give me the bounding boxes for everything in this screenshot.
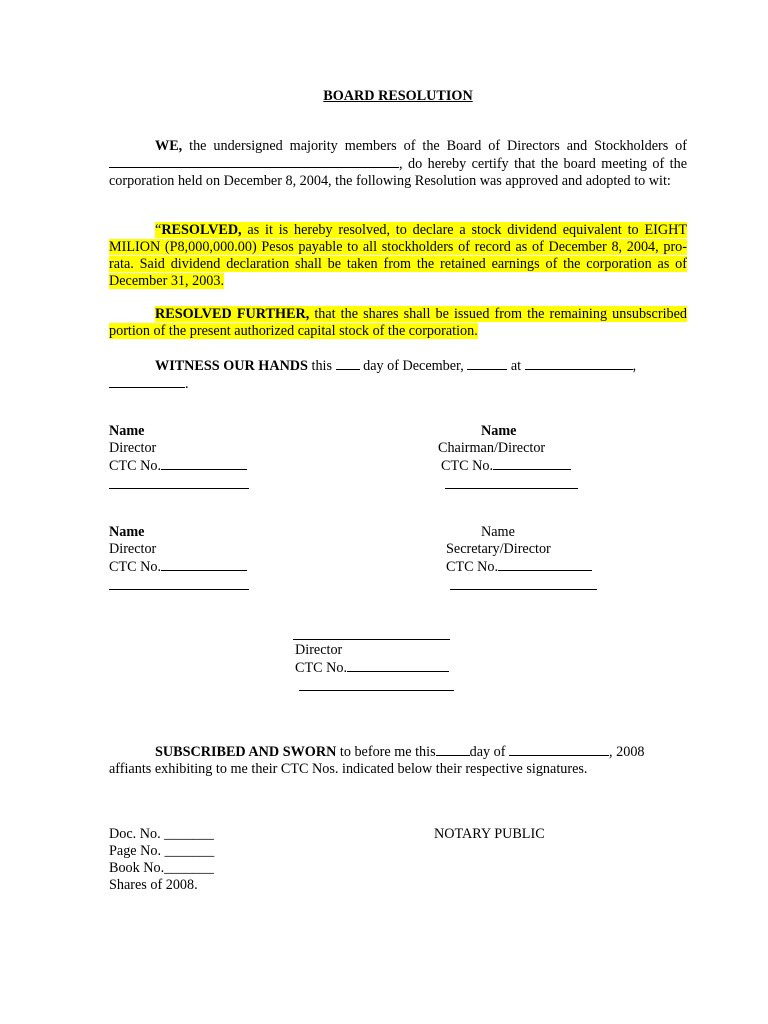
signatory-5-ctc (295, 659, 449, 677)
signatory-4-role: Secretary/Director (446, 541, 551, 557)
signatory-2-role: Chairman/Director (438, 440, 546, 456)
witness-text-1: this (307, 358, 336, 374)
witness-text-4: , (632, 358, 637, 374)
resolved-text: as it is hereby resolved, to declare a stock dividend equivalent to EIGHT MILION (P8,000,000.00) Pesos payable to all stockholders of record as of December 8, 2004, pro-rata. Said dividend declaration shall be taken from the retained earnings of the corporation as of December 31, 2003. (109, 222, 687, 289)
witness-year-blank[interactable] (467, 357, 507, 370)
signatory-1-ctc-blank[interactable] (161, 457, 247, 470)
resolved-further-paragraph (109, 306, 687, 340)
resolved-further-text: that the shares shall be issued from the remaining unsubscribed portion of the present authorized capital stock of the corporation. (109, 306, 688, 339)
signatory-3-name: Name (109, 524, 145, 540)
signatory-3-ctc-blank[interactable] (161, 558, 247, 571)
signatory-2-ctc-label: CTC No. (441, 458, 494, 474)
notary-public-label: NOTARY PUBLIC (434, 826, 545, 842)
signatory-3-role: Director (109, 541, 157, 557)
witness-text-2: day of December, (359, 358, 468, 374)
jurat-day-blank[interactable] (436, 743, 470, 756)
resolved-further-label: RESOLVED FURTHER, (155, 306, 310, 322)
book-no: Book No._______ (109, 860, 214, 876)
signatory-5-signature-line[interactable] (299, 690, 454, 691)
signatory-4-ctc-blank[interactable] (498, 558, 592, 571)
signatory-5-ctc-blank[interactable] (347, 659, 449, 672)
intro-text-1: the undersigned majority members of the Board of Directors and Stockholders of (182, 138, 687, 154)
witness-label: WITNESS OUR HANDS (155, 358, 308, 374)
signatory-1-ctc (109, 457, 247, 475)
signatory-2-signature-line[interactable] (445, 488, 578, 489)
witness-place-blank-2[interactable] (109, 375, 185, 388)
signatory-5-role: Director (295, 642, 343, 658)
page-no: Page No. _______ (109, 843, 215, 859)
signatory-1-signature-line[interactable] (109, 488, 249, 489)
resolved-quote: “ (155, 222, 162, 238)
signatory-1-role: Director (109, 440, 157, 456)
signatory-5-signature-line-top[interactable] (293, 639, 450, 640)
resolved-label: RESOLVED, (161, 222, 242, 238)
signatory-4-signature-line[interactable] (450, 589, 597, 590)
intro-paragraph (109, 138, 687, 190)
intro-text-2: , do hereby certify that the board meeting of the corporation held on December 8, 2004, the following Resolution was approved and adopted to wit: (109, 156, 687, 189)
signatory-1-name: Name (109, 423, 145, 439)
jurat-month-blank[interactable] (509, 743, 609, 756)
witness-paragraph: WITNESS OUR HANDS this day of December, at , . (109, 357, 687, 393)
jurat-text-1: to before me this (336, 744, 436, 760)
series-of: Shares of 2008. (109, 877, 198, 893)
signatory-1-ctc-label: CTC No. (109, 458, 162, 474)
resolved-paragraph (109, 222, 687, 290)
page-title: BOARD RESOLUTION (323, 88, 473, 104)
signatory-4-name: Name (481, 524, 515, 540)
jurat-paragraph (109, 743, 687, 778)
jurat-text-2: day of (469, 744, 510, 760)
jurat-text-3: , 2008 (609, 744, 645, 760)
corporation-name-blank[interactable] (109, 155, 399, 168)
signatory-2-ctc-blank[interactable] (493, 457, 571, 470)
signatory-4-ctc (446, 558, 592, 576)
signatory-3-ctc (109, 558, 247, 576)
jurat-label: SUBSCRIBED AND SWORN (155, 744, 337, 760)
signatory-5-ctc-label: CTC No. (295, 660, 348, 676)
doc-no: Doc. No. _______ (109, 826, 214, 842)
witness-day-blank[interactable] (336, 357, 360, 370)
witness-text-3: at (507, 358, 525, 374)
signatory-2-ctc (441, 457, 571, 475)
signatory-4-ctc-label: CTC No. (446, 559, 499, 575)
witness-place-blank[interactable] (525, 357, 633, 370)
jurat-text-line-2: affiants exhibiting to me their CTC Nos. indicated below their respective signatures. (109, 761, 588, 777)
signatory-2-name: Name (481, 423, 517, 439)
signatory-3-signature-line[interactable] (109, 589, 249, 590)
intro-we: WE, (155, 138, 183, 154)
signatory-3-ctc-label: CTC No. (109, 559, 162, 575)
